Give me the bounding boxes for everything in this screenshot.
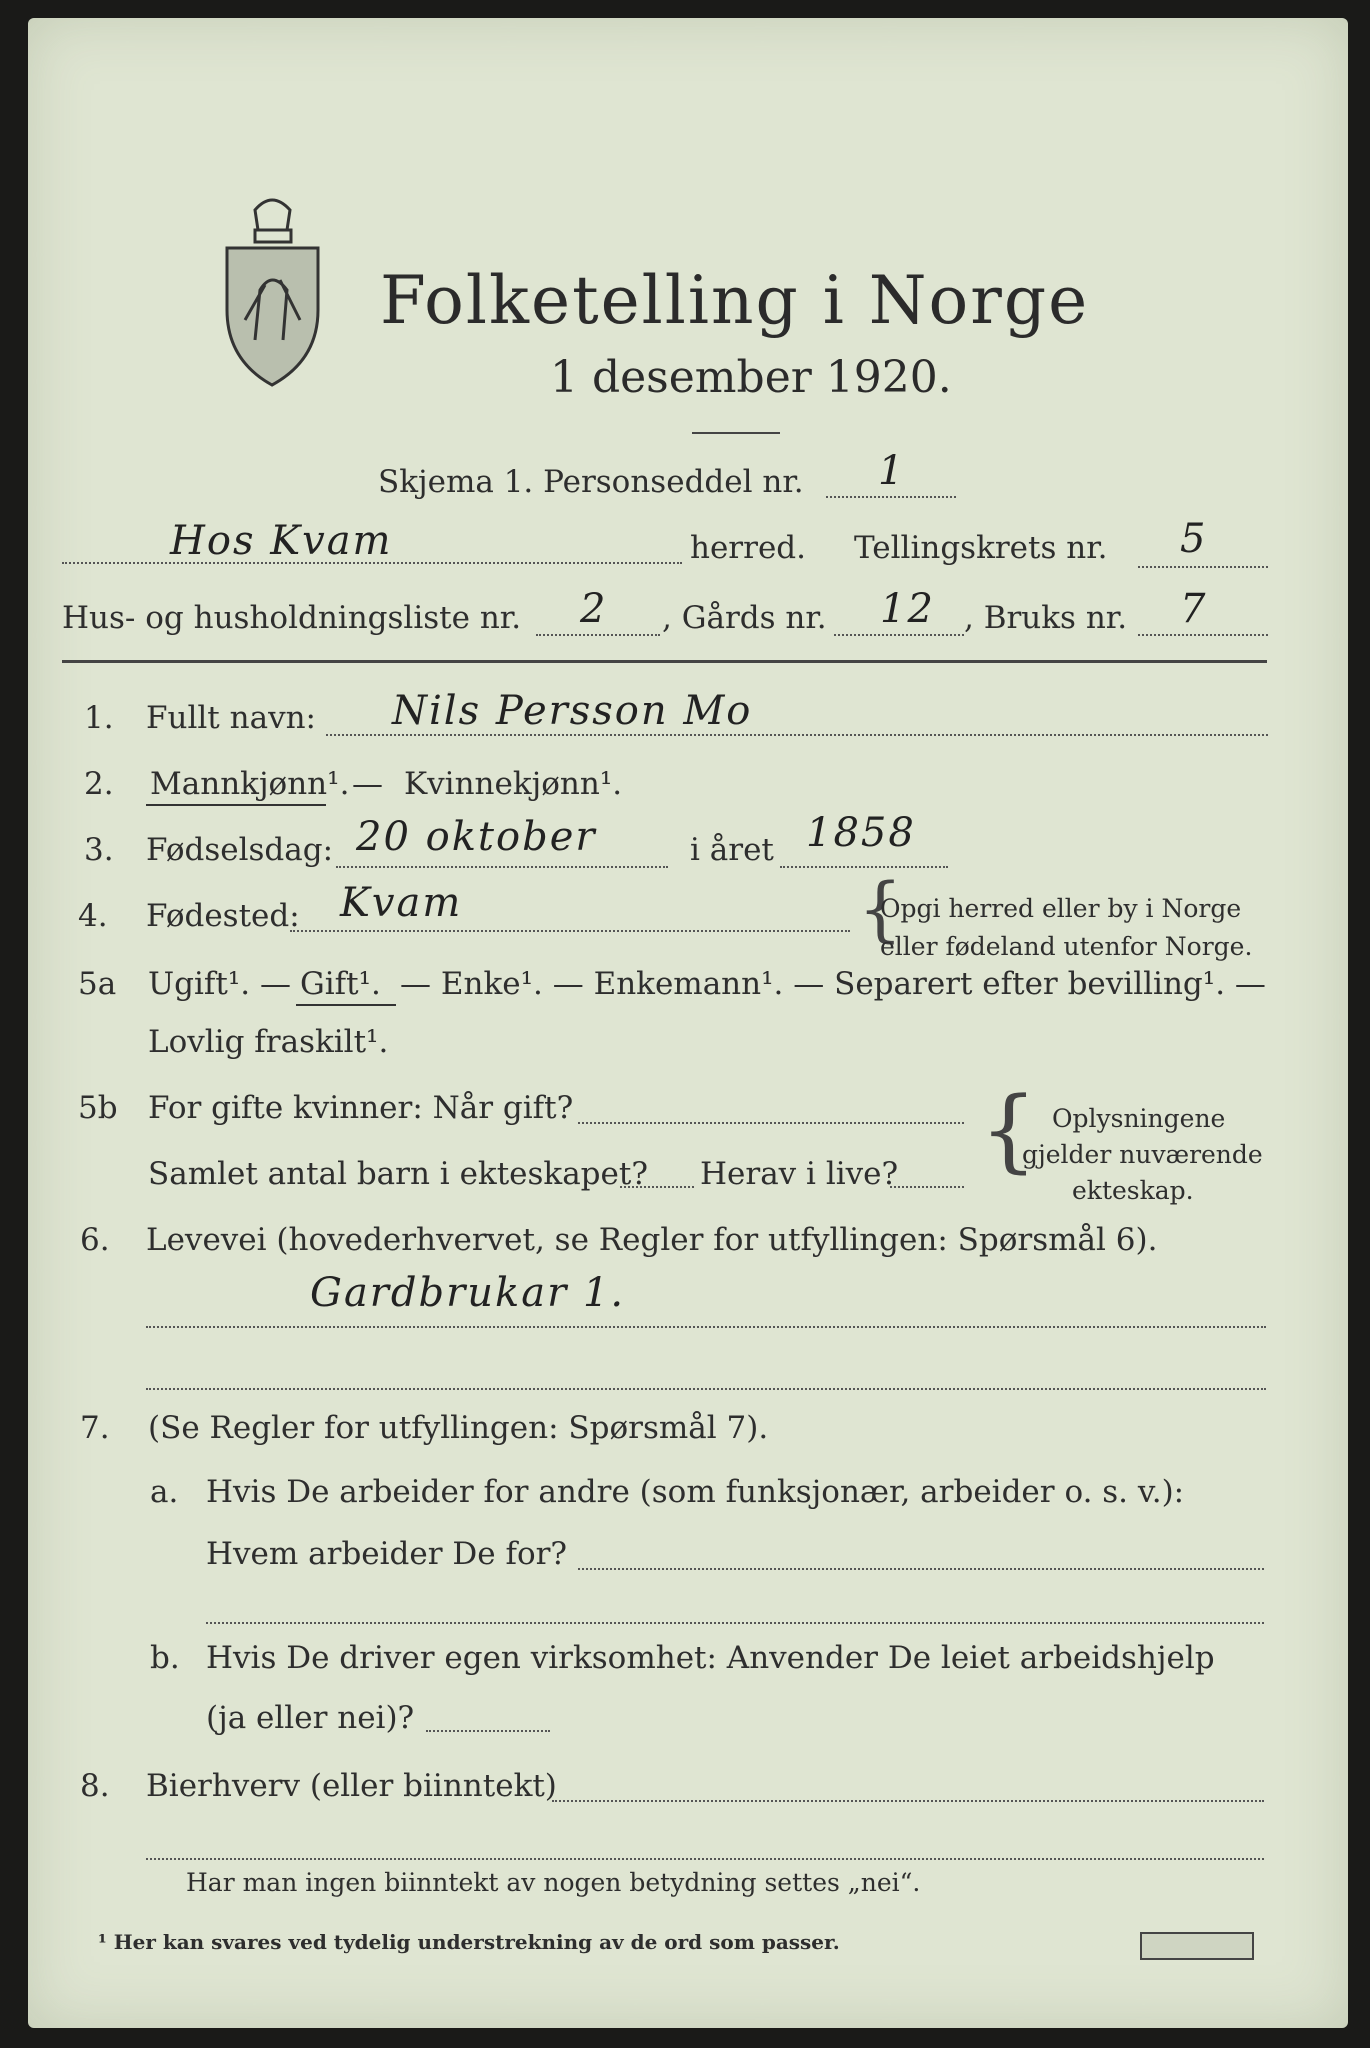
header-divider (62, 660, 1267, 663)
q7-label: (Se Regler for utfyllingen: Spørsmål 7). (148, 1410, 769, 1446)
q7b-answer-line (426, 1730, 550, 1732)
bruks-label: , Bruks nr. (964, 600, 1128, 636)
q5b-when-line (578, 1122, 964, 1124)
q7b-line1: Hvis De driver egen virksomhet: Anvender De leiet arbeidshjelp (206, 1640, 1215, 1676)
bruks-line (1138, 634, 1268, 636)
coat-of-arms-icon (215, 190, 330, 390)
q7a-line1: Hvis De arbeider for andre (som funksjonær, arbeider o. s. v.): (206, 1474, 1185, 1510)
footnote: ¹ Her kan svares ved tydelig understrekning av de ord som passer. (98, 1930, 840, 1954)
title-divider (692, 432, 780, 434)
q4-note-line1: Opgi herred eller by i Norge (880, 894, 1242, 923)
q2-number: 2. (84, 766, 114, 802)
occupation-value[interactable]: Gardbrukar 1. (310, 1270, 626, 1316)
q4-line (290, 930, 850, 932)
gards-line (834, 634, 964, 636)
q3-label: Fødselsdag: (146, 832, 334, 868)
form-title: Folketelling i Norge (380, 262, 1090, 339)
full-name-value[interactable]: Nils Persson Mo (392, 688, 753, 734)
q8-note: Har man ingen biinntekt av nogen betydning settes „nei“. (186, 1868, 921, 1897)
q2-male-option[interactable]: Mannkjønn¹. (150, 766, 350, 802)
q1-line (326, 734, 1268, 736)
q5a-gift-option[interactable]: Gift¹. (300, 966, 381, 1002)
q4-label: Fødested: (146, 898, 300, 934)
herred-label: herred. (690, 530, 806, 566)
q7a-extra-line (206, 1622, 1264, 1624)
q8-line2 (146, 1858, 1264, 1860)
herred-name[interactable]: Hos Kvam (170, 518, 393, 564)
q2-female-option[interactable]: Kvinnekjønn¹. (404, 766, 623, 802)
q3-day-line (336, 866, 668, 868)
q5b-brace: { (980, 1078, 1038, 1183)
q8-label: Bierhverv (eller biinntekt) (146, 1768, 557, 1804)
personseddel-nr[interactable]: 1 (878, 448, 906, 494)
form-date: 1 desember 1920. (550, 352, 952, 403)
q5a-ugift-option[interactable]: Ugift¹. — (148, 966, 291, 1002)
personseddel-line (826, 496, 956, 498)
q5b-when-married: For gifte kvinner: Når gift? (148, 1090, 574, 1126)
q7a-line2: Hvem arbeider De for? (206, 1536, 568, 1572)
q7b-letter: b. (150, 1640, 180, 1676)
q6-line2 (146, 1388, 1266, 1390)
q1-number: 1. (84, 700, 114, 736)
tellingskrets-nr[interactable]: 5 (1180, 516, 1208, 562)
q5b-note-line3: ekteskap. (1072, 1176, 1194, 1205)
q5b-alive-label: Herav i live? (700, 1156, 899, 1192)
hus-nr[interactable]: 2 (580, 586, 608, 632)
q5a-gift-underline (296, 1004, 396, 1006)
q6-number: 6. (80, 1222, 110, 1258)
printer-stamp-icon (1140, 1932, 1254, 1960)
q3-number: 3. (84, 832, 114, 868)
q5b-alive-line (890, 1186, 964, 1188)
q7b-line2: (ja eller nei)? (206, 1700, 415, 1736)
q7a-letter: a. (150, 1474, 179, 1510)
q5a-number: 5a (78, 966, 117, 1002)
q7a-employer-line (578, 1568, 1264, 1570)
gards-nr[interactable]: 12 (880, 586, 935, 632)
tellingskrets-line (1138, 566, 1268, 568)
q5b-note-line1: Oplysningene (1052, 1104, 1226, 1133)
q4-note-line2: eller fødeland utenfor Norge. (880, 932, 1253, 961)
q4-brace: { (858, 868, 903, 950)
q5a-other-options[interactable]: — Enke¹. — Enkemann¹. — Separert efter bevilling¹. — (400, 966, 1266, 1002)
schema-label: Skjema 1. Personseddel nr. (378, 464, 804, 500)
q4-number: 4. (78, 898, 108, 934)
q7-number: 7. (80, 1410, 110, 1446)
birth-year-value[interactable]: 1858 (806, 810, 916, 856)
q5a-fraskilt-option[interactable]: Lovlig fraskilt¹. (148, 1024, 389, 1060)
birth-day-value[interactable]: 20 oktober (356, 814, 597, 860)
q2-separator: — (352, 766, 383, 802)
gards-label: , Gårds nr. (662, 600, 827, 636)
bruks-nr[interactable]: 7 (1180, 586, 1208, 632)
tellingskrets-label: Tellingskrets nr. (854, 530, 1108, 566)
q5b-children-line (620, 1186, 694, 1188)
q6-line1 (146, 1326, 1266, 1328)
q8-number: 8. (80, 1768, 110, 1804)
q8-line1 (552, 1800, 1264, 1802)
q5b-note-line2: gjelder nuværende (1022, 1140, 1263, 1169)
q6-label: Levevei (hovederhvervet, se Regler for utfyllingen: Spørsmål 6). (146, 1222, 1158, 1258)
q5b-number: 5b (78, 1090, 118, 1126)
hus-label: Hus- og husholdningsliste nr. (62, 600, 522, 636)
q5b-children-label: Samlet antal barn i ekteskapet? (148, 1156, 648, 1192)
q3-year-label: i året (690, 832, 774, 868)
q1-label: Fullt navn: (146, 700, 316, 736)
q2-male-underline (146, 804, 326, 806)
hus-line (536, 634, 660, 636)
birthplace-value[interactable]: Kvam (340, 880, 463, 926)
